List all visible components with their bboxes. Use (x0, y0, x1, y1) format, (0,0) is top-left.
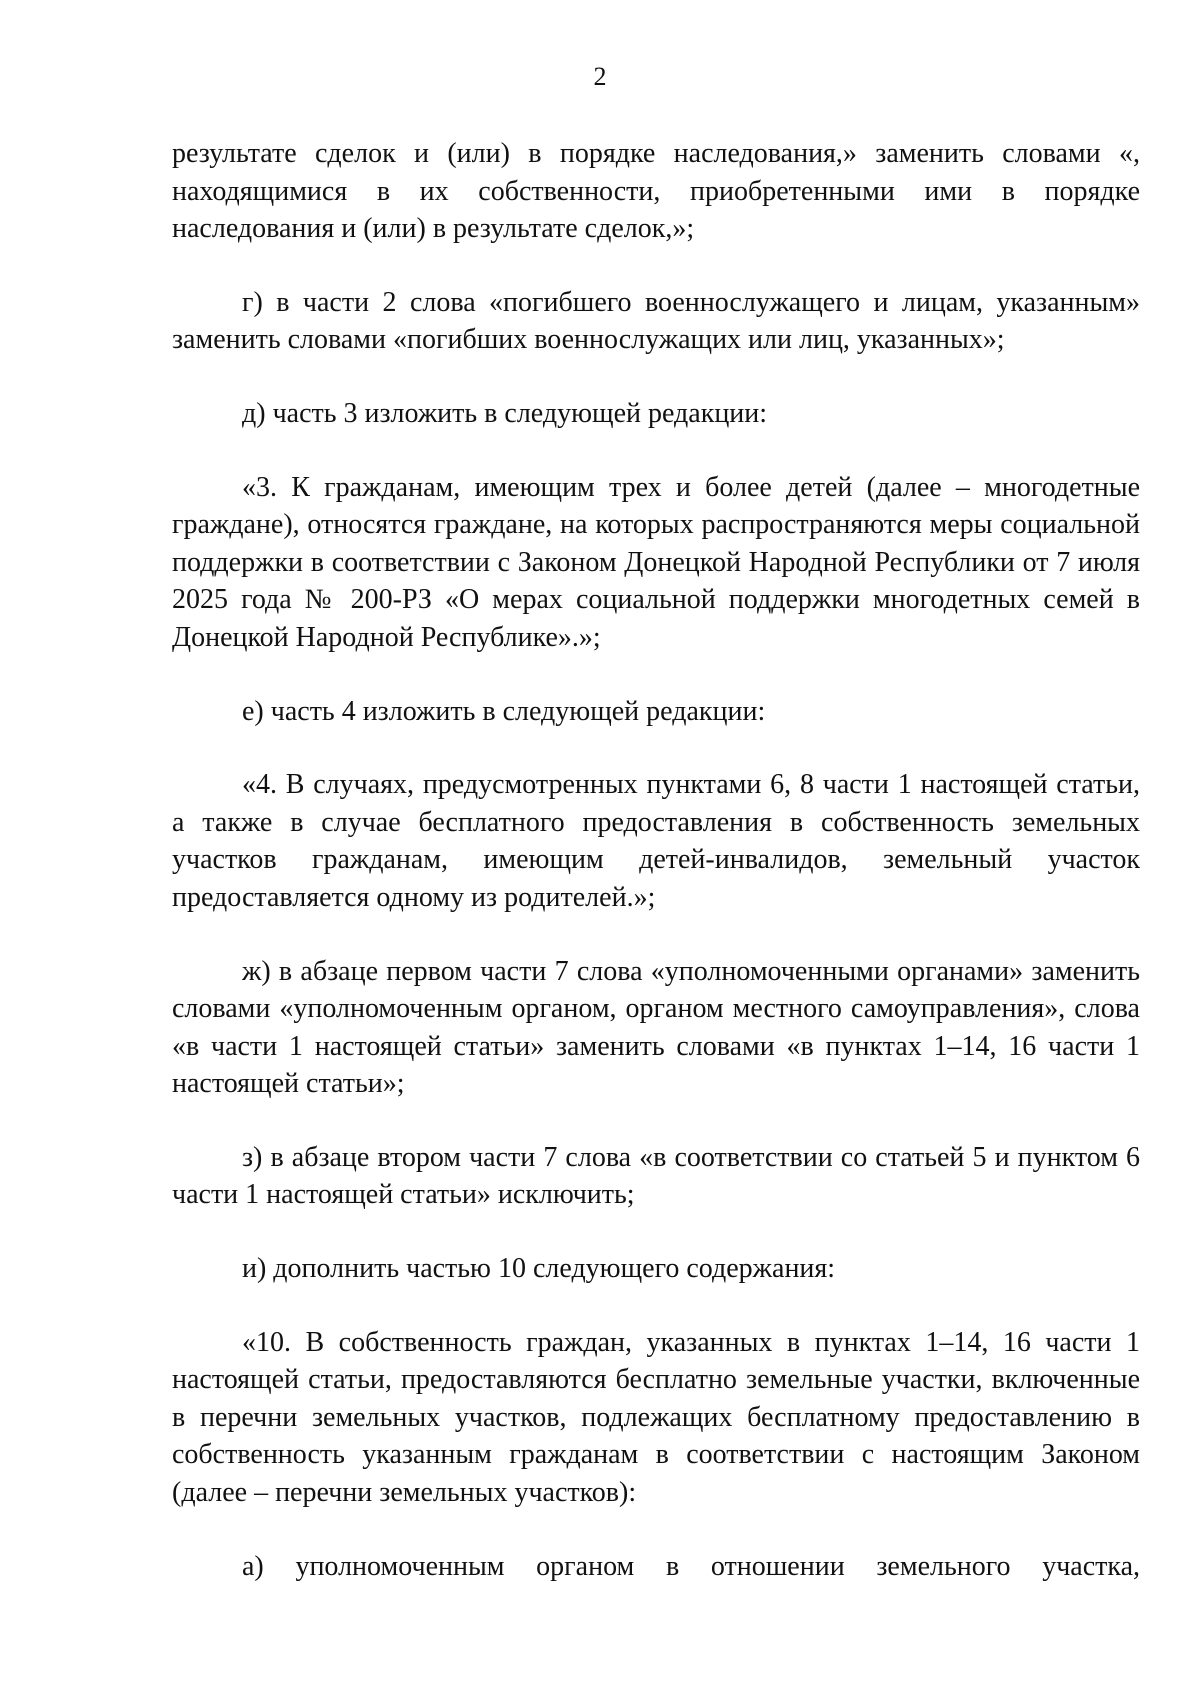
paragraph-item-g: г) в части 2 слова «погибшего военнослужащего и лицам, указанным» заменить словами «погибших военнослужащих или лиц, указанных»; (172, 286, 1140, 356)
page-number: 2 (593, 62, 607, 91)
paragraph-item-d: д) часть 3 изложить в следующей редакции: (242, 397, 768, 429)
paragraph-continuation: результате сделок и (или) в порядке наследования,» заменить словами «, находящимися в их собственности, приобретенными ими в порядке наследования и (или) в результате сделок,»; (172, 138, 1140, 245)
paragraph-item-zh: ж) в абзаце первом части 7 слова «уполномоченными органами» заменить словами «уполномоченным органом, органом местного самоуправления», слова «в части 1 настоящей статьи» заменить словами «в пунктах 1–14, 16 части 1 настоящей статьи»; (172, 955, 1140, 1100)
paragraph-part-4-text: «4. В случаях, предусмотренных пунктами 6, 8 части 1 настоящей статьи, а также в случае бесплатного предоставления в собственность земельных участков гражданам, имеющим детей-инвалидов, земельный участок предоставляется одному из родителей.»; (172, 769, 1140, 913)
paragraph-subitem-a: а) уполномоченным органом в отношении земельного участка, (242, 1550, 1140, 1582)
paragraph-item-i: и) дополнить частью 10 следующего содержания: (242, 1253, 836, 1285)
paragraph-part-10-text: «10. В собственность граждан, указанных в пунктах 1–14, 16 части 1 настоящей статьи, предоставляются бесплатно земельные участки, включенные в перечни земельных участков, подлежащих бесплатному предоставлению в собственность указанным гражданам в соответствии с настоящим Законом (далее – перечни земельных участков): (172, 1326, 1140, 1509)
paragraph-part-3-text: «3. К гражданам, имеющим трех и более детей (далее – многодетные граждане), относятся граждане, на которых распространяются меры социальной поддержки в соответствии с Законом Донецкой Народной Республики от 7 июля 2025 года № 200-РЗ «О мерах социальной поддержки многодетных семей в Донецкой Народной Республике».»; (172, 471, 1140, 653)
paragraph-item-e: е) часть 4 изложить в следующей редакции: (242, 695, 766, 727)
paragraph-item-z: з) в абзаце втором части 7 слова «в соответствии со статьей 5 и пунктом 6 части 1 настоящей статьи» исключить; (172, 1141, 1140, 1211)
document-body (172, 135, 1140, 1585)
